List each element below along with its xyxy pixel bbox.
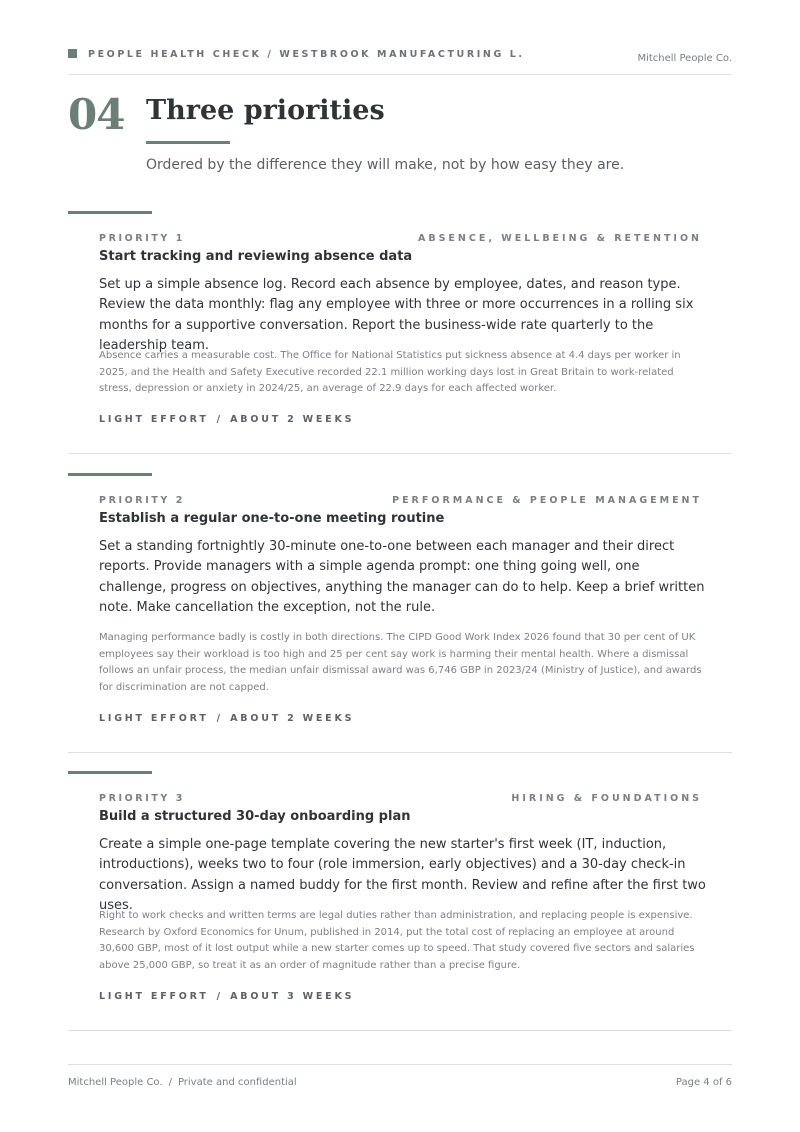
footer-left [68, 1077, 297, 1088]
effort-level: LIGHT EFFORT [99, 991, 209, 1002]
title-rule [146, 141, 230, 144]
footer-company: Mitchell People Co. [68, 1077, 163, 1088]
priority-card-2 [68, 473, 732, 753]
effort-separator: / [216, 713, 221, 724]
priority-rule [68, 211, 152, 214]
document-title: PEOPLE HEALTH CHECK / WESTBROOK MANUFACTURING L. [88, 49, 525, 60]
effort-duration: ABOUT 3 WEEKS [230, 991, 355, 1002]
priority-title: Build a structured 30-day onboarding plan [99, 809, 411, 824]
page-header [68, 47, 732, 75]
priority-effort [99, 713, 354, 724]
priority-body: Create a simple one-page template covering the new starter's first week (IT, induction, introductions), weeks two to four (role immersion, early objectives) and a 30-day check-in conversation. Assign a named buddy for the first month. Review and refine after the first two uses. [99, 837, 706, 913]
priority-label: PRIORITY 3 [99, 793, 186, 804]
priority-card-3 [68, 771, 732, 1031]
footer-separator: / [168, 1077, 172, 1088]
page-number: Page 4 of 6 [675, 1077, 732, 1088]
header-square-icon [68, 49, 77, 58]
effort-separator: / [216, 991, 221, 1002]
section-title: Three priorities [146, 95, 385, 126]
priority-note: Right to work checks and written terms are legal duties rather than administration, and replacing people is expensive. Research by Oxford Economics for Unum, published in 2014, put the total cost of replacing an employee at around 30,600 GBP, most of it lost output while a new starter comes up to speed. That study covered five sectors and salaries above 25,000 GBP, so treat it as an order of magnitude rather than a precise figure. [99, 910, 695, 972]
priority-note: Absence carries a measurable cost. The Office for National Statistics put sickness absence at 4.4 days per worker in 2025, and the Health and Safety Executive recorded 22.1 million working days lost in Great Britain to work-related stress, depression or anxiety in 2024/25, an average of 22.9 days for each affected worker. [99, 350, 681, 395]
priority-rule [68, 771, 152, 774]
effort-separator: / [216, 414, 221, 425]
priority-effort [99, 991, 354, 1002]
footer-confidentiality: Private and confidential [177, 1077, 297, 1088]
effort-duration: ABOUT 2 WEEKS [230, 414, 355, 425]
effort-duration: ABOUT 2 WEEKS [230, 713, 355, 724]
section-number: 04 [68, 90, 125, 139]
effort-level: LIGHT EFFORT [99, 414, 209, 425]
effort-level: LIGHT EFFORT [99, 713, 209, 724]
section-subtitle: Ordered by the difference they will make, not by how easy they are. [146, 157, 625, 173]
priority-card-1 [68, 211, 732, 454]
priority-title: Start tracking and reviewing absence data [99, 249, 413, 264]
priority-label: PRIORITY 2 [99, 495, 186, 506]
priority-body: Set up a simple absence log. Record each absence by employee, dates, and reason type. Review the data monthly: flag any employee with three or more occurrences in a rolling six months for a supportive conversation. Report the business-wide rate quarterly to the leadership team. [99, 277, 694, 353]
priority-category: ABSENCE, WELLBEING & RETENTION [417, 233, 702, 244]
priority-note: Managing performance badly is costly in both directions. The CIPD Good Work Index 2026 found that 30 per cent of UK employees say their workload is too high and 25 per cent say work is harming their mental health. Where a dismissal follows an unfair process, the median unfair dismissal award was 6,746 GBP in 2023/24 (Ministry of Justice), and awards for discrimination are not capped. [99, 632, 702, 694]
priority-label: PRIORITY 1 [99, 233, 186, 244]
priority-category: PERFORMANCE & PEOPLE MANAGEMENT [392, 495, 702, 506]
priority-rule [68, 473, 152, 476]
priority-title: Establish a regular one-to-one meeting routine [99, 511, 445, 526]
priority-category: HIRING & FOUNDATIONS [511, 793, 702, 804]
priority-body: Set a standing fortnightly 30-minute one-to-one between each manager and their direct reports. Provide managers with a simple agenda prompt: one thing going well, one challenge, progress on objectives, anything the manager can do to help. Keep a brief written note. Make cancellation the exception, not the rule. [99, 539, 705, 615]
priority-effort [99, 414, 354, 425]
page-footer [68, 1064, 732, 1094]
header-company: Mitchell People Co. [637, 53, 732, 64]
